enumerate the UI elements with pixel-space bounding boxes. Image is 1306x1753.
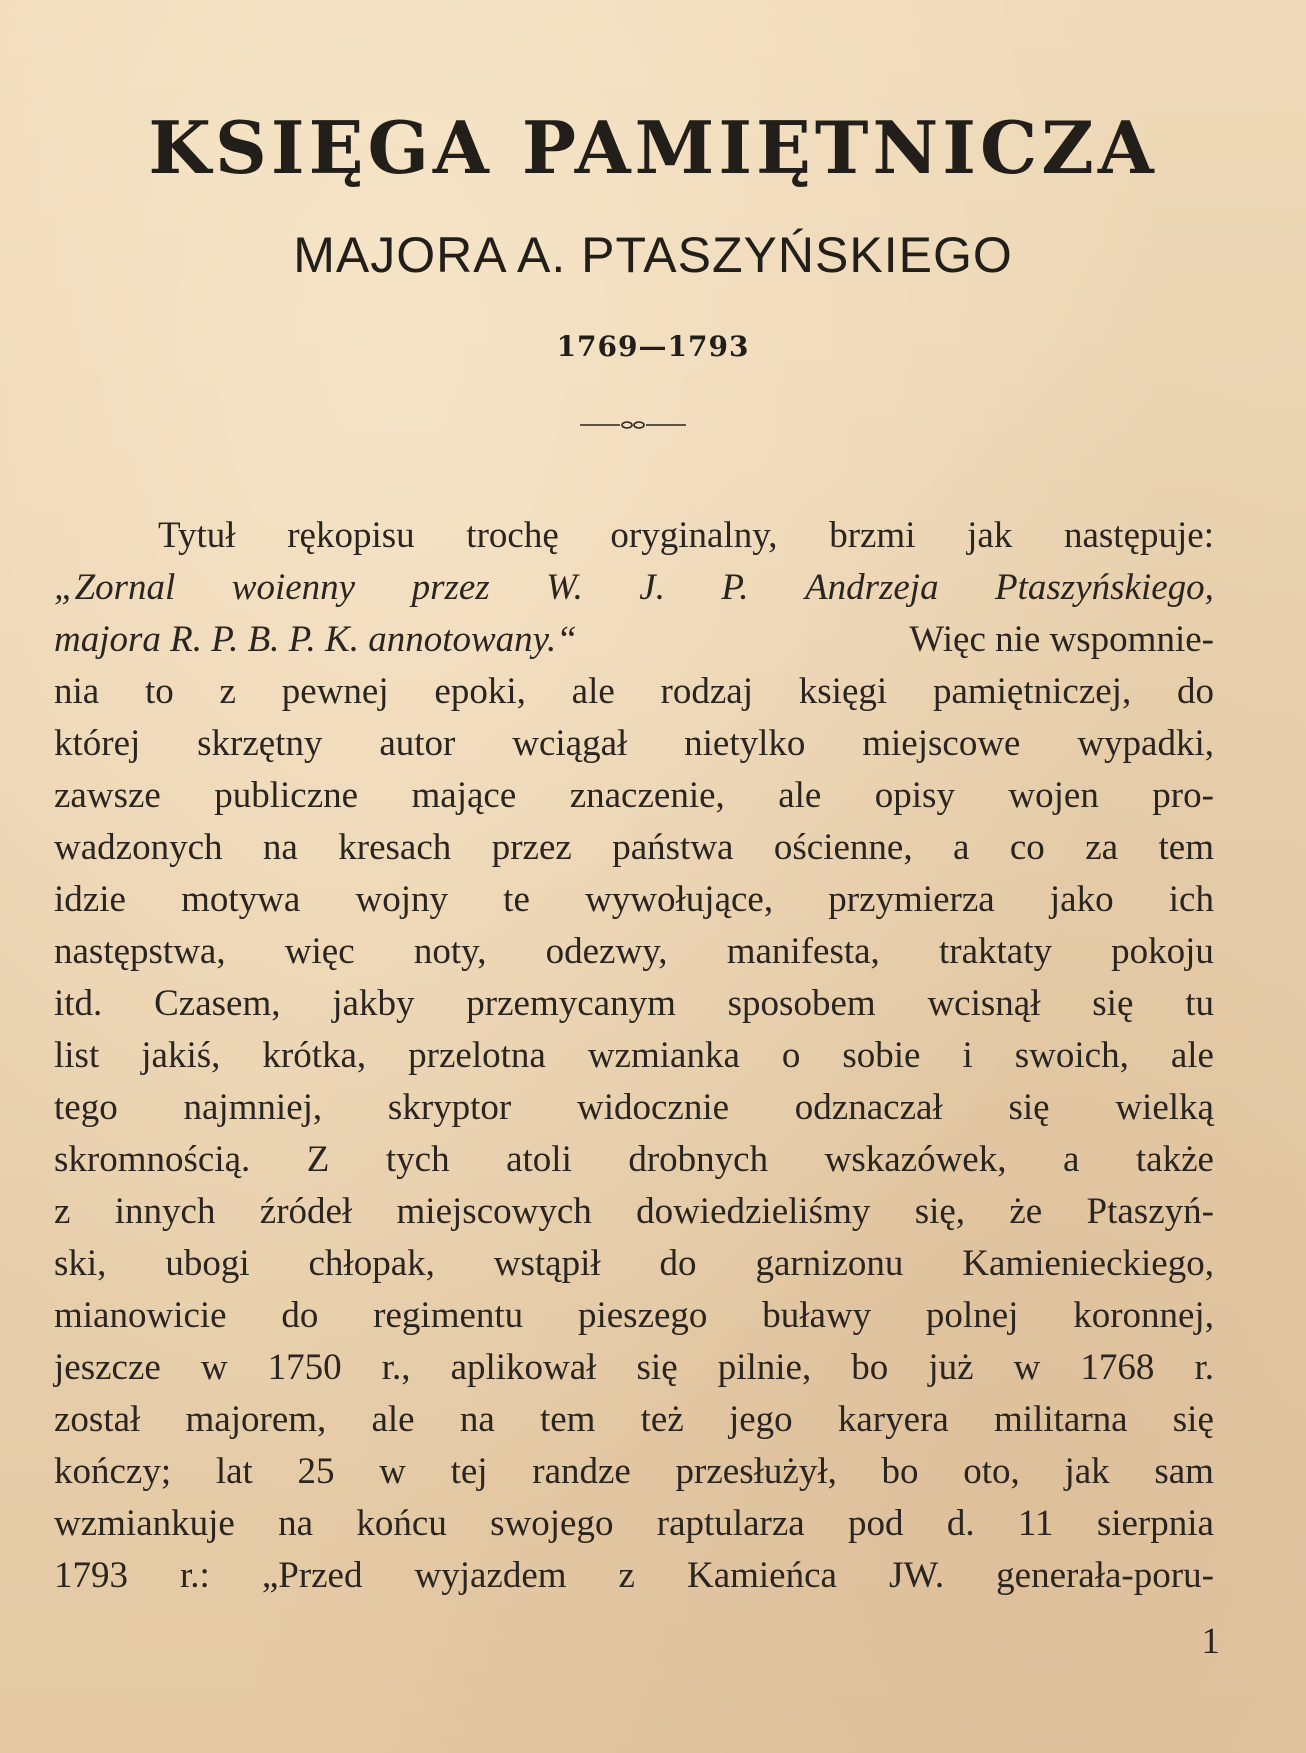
text-line: idzie motywa wojny te wywołujące, przymierza jako ich [54,879,1214,920]
text-line: z innych źródeł miejscowych dowiedzieliśmy się, że Ptaszyń- [54,1191,1214,1232]
text-line: Tytuł rękopisu trochę oryginalny, brzmi jak następuje: [158,515,1214,556]
text-line: wzmiankuje na końcu swojego raptularza pod d. 11 sierpnia [54,1503,1214,1544]
text-line: nia to z pewnej epoki, ale rodzaj księgi pamiętniczej, do [54,671,1214,712]
text-line: jeszcze w 1750 r., aplikował się pilnie, bo już w 1768 r. [54,1347,1214,1388]
text-line: majora R. P. B. P. K. annotowany.“ Więc nie wspomnie- [54,619,1214,660]
text-line: której skrzętny autor wciągał nietylko miejscowe wypadki, [54,723,1214,764]
text-line: wadzonych na kresach przez państwa ościenne, a co za tem [54,827,1214,868]
date-range: 1769—1793 [556,330,750,363]
text-line: „Zornal woienny przez W. J. P. Andrzeja Ptaszyńskiego, [54,567,1214,608]
text-line: kończy; lat 25 w tej randze przesłużył, bo oto, jak sam [54,1451,1214,1492]
text-line: tego najmniej, skryptor widocznie odznaczał się wielką [54,1087,1214,1128]
page-subtitle: MAJORA A. PTASZYŃSKIEGO [293,227,1013,283]
text-line: zawsze publiczne mające znaczenie, ale opisy wojen pro- [54,775,1214,816]
page-title: KSIĘGA PAMIĘTNICZA [148,105,1158,190]
text-line: 1793 r.: „Przed wyjazdem z Kamieńca JW. generała-poru- [54,1555,1214,1596]
text-line: został majorem, ale na tem też jego karyera militarna się [54,1399,1214,1440]
text-line: mianowicie do regimentu pieszego buławy polnej koronnej, [54,1295,1214,1336]
text-line: ski, ubogi chłopak, wstąpił do garnizonu Kamienieckiego, [54,1243,1214,1284]
text-line: skromnością. Z tych atoli drobnych wskazówek, a także [54,1139,1214,1180]
body-paragraph [54,510,1214,1602]
page-number: 1 [1201,1621,1220,1662]
text-line: itd. Czasem, jakby przemycanym sposobem wcisnął się tu [54,983,1214,1024]
text-line: następstwa, więc noty, odezwy, manifesta, traktaty pokoju [54,931,1214,972]
text-line: list jakiś, krótka, przelotna wzmianka o sobie i swoich, ale [54,1035,1214,1076]
divider-ornament-icon [580,415,686,435]
